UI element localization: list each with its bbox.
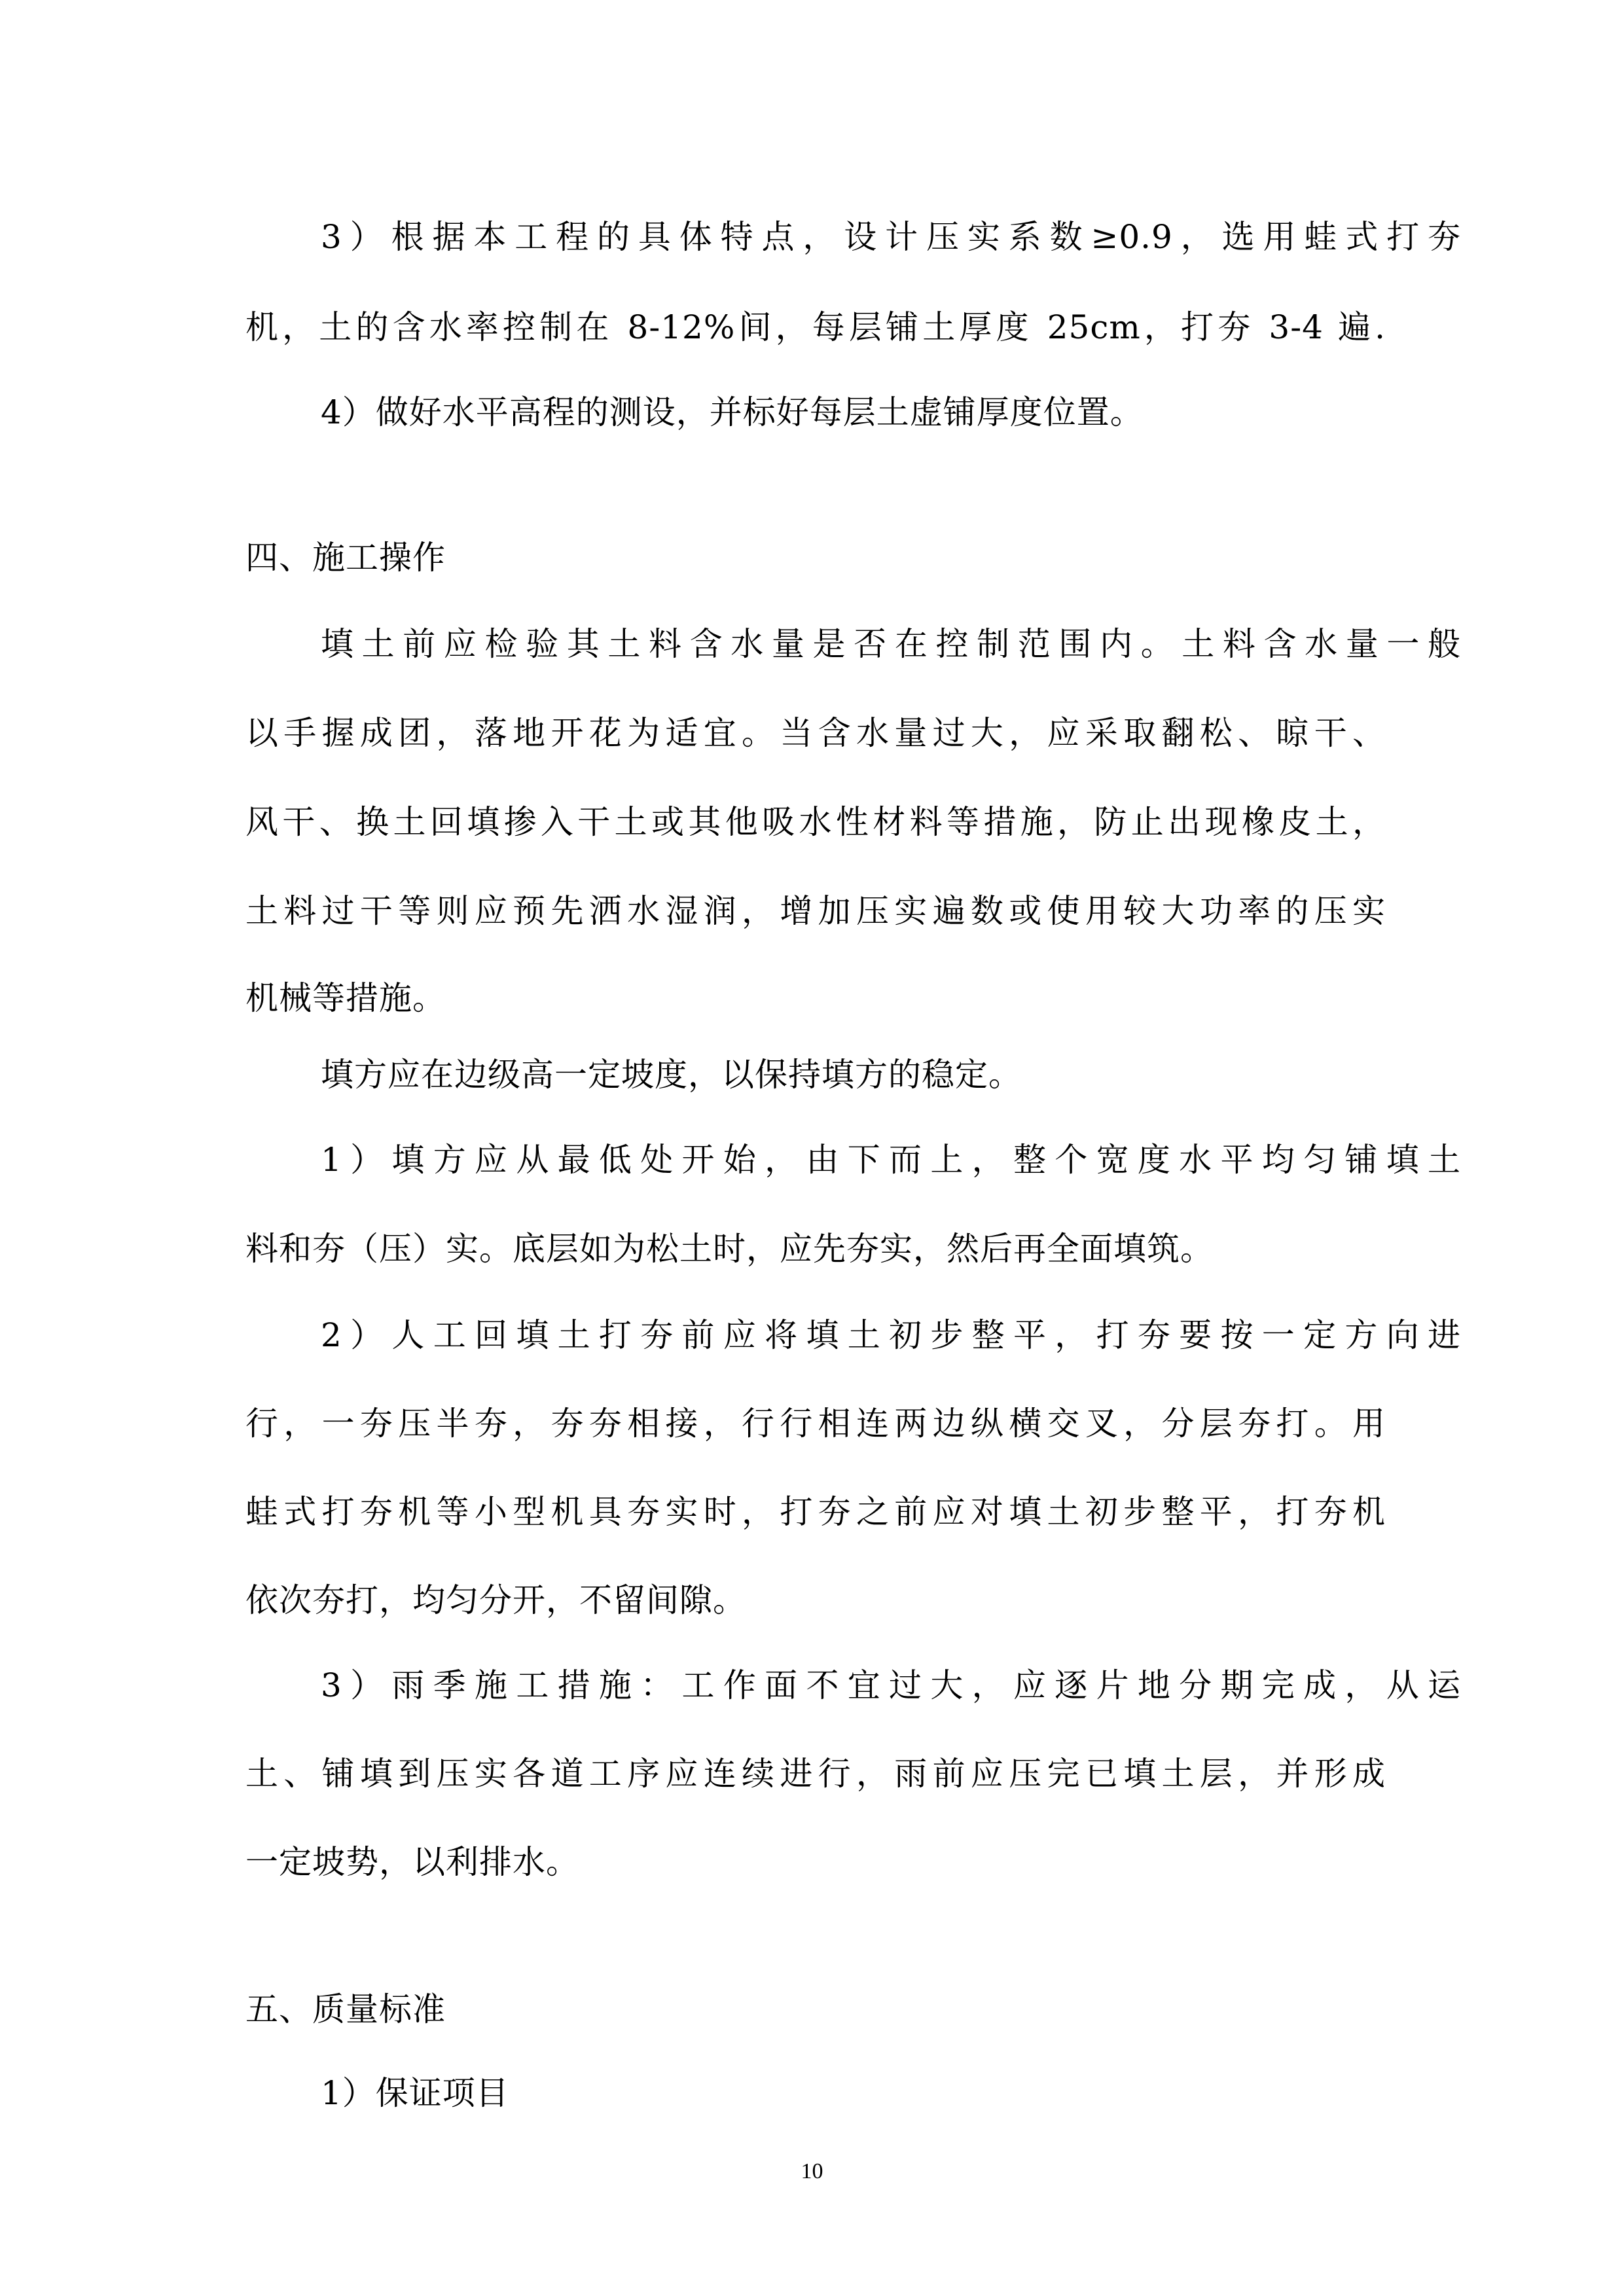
text-line: 一定坡势，以利排水。: [245, 1843, 579, 1881]
text-line: 1）填方应从最低处开始，由下而上，整个宽度水平均匀铺填土: [321, 1141, 1461, 1179]
page-number: 10: [801, 2159, 823, 2183]
text-line: 3）根据本工程的具体特点，设计压实系数≥0.9，选用蛙式打夯: [321, 218, 1461, 256]
section-heading: 五、质量标准: [245, 1990, 446, 2028]
text-line: 2）人工回填土打夯前应将填土初步整平，打夯要按一定方向进: [321, 1316, 1461, 1354]
text-line: 填方应在边级高一定坡度，以保持填方的稳定。: [321, 1056, 1022, 1094]
text-line: 填土前应检验其土料含水量是否在控制范围内。土料含水量一般: [321, 625, 1461, 663]
text-line: 土、铺填到压实各道工序应连续进行，雨前应压完已填土层，并形成: [245, 1755, 1386, 1793]
text-line: 4）做好水平高程的测设，并标好每层土虚铺厚度位置。: [321, 393, 1144, 431]
text-line: 料和夯（压）实。底层如为松土时，应先夯实，然后再全面填筑。: [245, 1230, 1214, 1268]
text-line: 行，一夯压半夯，夯夯相接，行行相连两边纵横交叉，分层夯打。用: [245, 1405, 1386, 1443]
text-line: 以手握成团，落地开花为适宜。当含水量过大，应采取翻松、晾干、: [245, 714, 1386, 752]
text-line: 1）保证项目: [321, 2074, 509, 2112]
text-line: 蛙式打夯机等小型机具夯实时，打夯之前应对填土初步整平，打夯机: [245, 1493, 1386, 1531]
section-heading: 四、施工操作: [245, 539, 446, 577]
text-line: 土料过干等则应预先洒水湿润，增加压实遍数或使用较大功率的压实: [245, 892, 1386, 930]
text-line: 机械等措施。: [245, 979, 446, 1017]
text-line: 风干、换土回填掺入干土或其他吸水性材料等措施，防止出现橡皮土，: [245, 803, 1386, 841]
text-line: 3）雨季施工措施：工作面不宜过大，应逐片地分期完成，从运: [321, 1666, 1461, 1704]
text-line: 机，土的含水率控制在 8-12%间，每层铺土厚度 25cm，打夯 3-4 遍.: [245, 308, 1386, 346]
text-line: 依次夯打，均匀分开，不留间隙。: [245, 1581, 746, 1619]
